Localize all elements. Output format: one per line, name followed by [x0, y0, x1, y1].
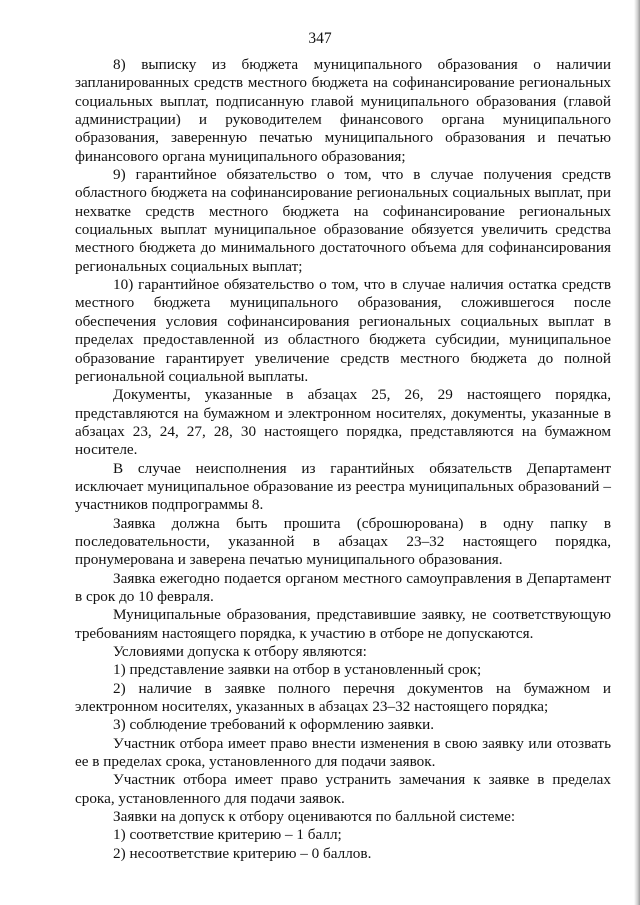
paragraph: Условиями допуска к отбору являются:	[113, 643, 367, 660]
paragraph: 9) гарантийное обязательство о том, что в случае получения средств областного бюджета на софинансирование региональных социальных выплат, при нехватке средств местного бюджета на софинансирование региональных социальных выплат муниципальное образование обязуется увеличить средства местного бюджета до минимального достаточного объема для софинансирования региональных социальных выплат;	[75, 166, 611, 275]
scan-edge-shadow	[634, 0, 640, 905]
paragraph: 1) представление заявки на отбор в установленный срок;	[113, 661, 482, 679]
paragraph: 8) выписку из бюджета муниципального образования о наличии запланированных средств местного бюджета на софинансирование региональных социальных выплат, подписанную главой муниципального образования (главой администрации) и руководителем финансового органа муниципального образования, заверенную печатью муниципального образования и печатью финансового органа муниципального образования;	[75, 56, 611, 165]
paragraph: В случае неисполнения из гарантийных обязательств Департамент исключает муниципальное образование из реестра муниципальных образований – участников подпрограммы 8.	[75, 459, 611, 514]
document-body	[75, 56, 611, 863]
paragraph: Участник отбора имеет право устранить замечания к заявке в пределах срока, установленного для подачи заявок.	[75, 771, 611, 807]
paragraph: Муниципальные образования, представившие заявку, не соответствующую требованиям настоящего порядка, к участию в отборе не допускаются.	[75, 606, 611, 642]
paragraph: 3) соблюдение требований к оформлению заявки.	[113, 716, 435, 734]
paragraph: Заявки на допуск к отбору оцениваются по балльной системе:	[113, 808, 516, 826]
paragraph: Заявка ежегодно подается органом местного самоуправления в Департамент в срок до 10 февраля.	[75, 569, 611, 605]
paragraph: Заявка должна быть прошита (сброшюрована) в одну папку в последовательности, указанной в абзацах 23–32 настоящего порядка, пронумерована и заверена печатью муниципального образования.	[75, 514, 611, 569]
paragraph: 2) несоответствие критерию – 0 баллов.	[113, 844, 372, 862]
paragraph: 1) соответствие критерию – 1 балл;	[113, 826, 342, 844]
paragraph: 2) наличие в заявке полного перечня документов на бумажном и электронном носителях, указанных в абзацах 23–32 настоящего порядка;	[75, 679, 611, 716]
page-number: 347	[308, 30, 332, 47]
paragraph: 10) гарантийное обязательство о том, что в случае наличия остатка средств местного бюджета муниципального образования, сложившегося после обеспечения условия софинансирования региональных социальных выплат в пределах предоставленной из областного бюджета субсидии, муниципальное образование гарантирует увеличение средств местного бюджета до полной региональной социальной выплаты.	[75, 276, 611, 385]
paragraph: Участник отбора имеет право внести изменения в свою заявку или отозвать ее в пределах срока, установленного для подачи заявок.	[75, 734, 611, 771]
paragraph: Документы, указанные в абзацах 25, 26, 29 настоящего порядка, представляются на бумажном и электронном носителях, документы, указанные в абзацах 23, 24, 27, 28, 30 настоящего порядка, представляются на бумажном носителе.	[75, 386, 611, 459]
